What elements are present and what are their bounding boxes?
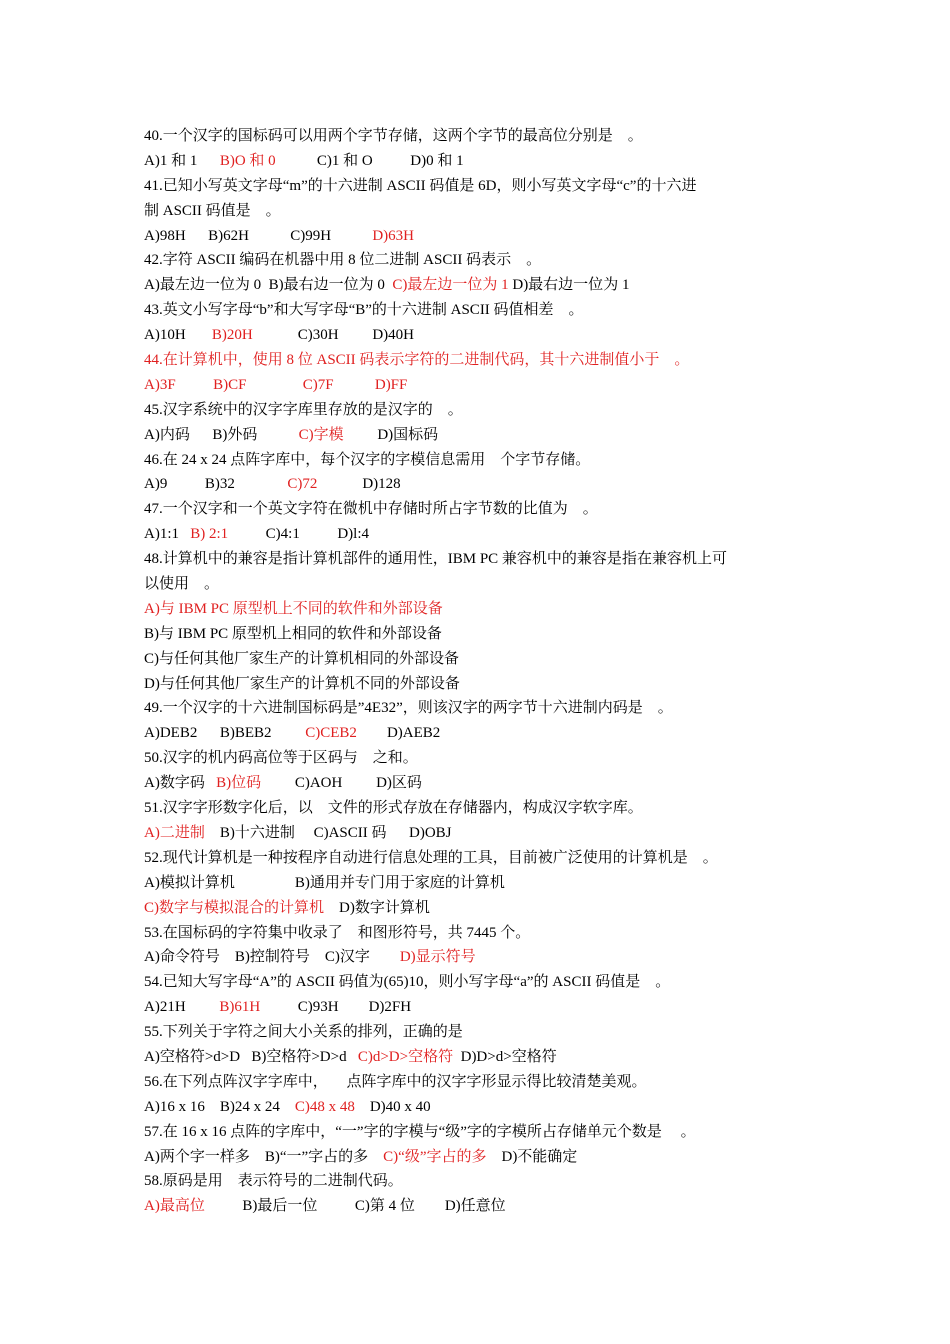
answer-text: A)最高位: [144, 1198, 205, 1215]
answer-text: A)二进制: [144, 824, 205, 841]
text-line: [144, 1045, 819, 1070]
text-segment: C)1 和 O D)0 和 1: [275, 152, 464, 169]
text-segment: 41.已知小写英文字母“m”的十六进制 ASCII 码值是 6D，则小写英文字母“c”的十六进: [144, 177, 697, 194]
text-line: [144, 1194, 819, 1219]
text-line: [144, 522, 819, 547]
text-segment: 以使用 。: [144, 576, 220, 593]
answer-text: C)字模: [298, 426, 344, 443]
text-line: [144, 1095, 819, 1120]
text-segment: 45.汉字系统中的汉字字库里存放的是汉字的 。: [144, 401, 463, 418]
text-segment: B)最后一位 C)第 4 位 D)任意位: [204, 1198, 506, 1215]
answer-text: C)最左边一位为 1: [392, 277, 509, 294]
text-segment: A)数字码: [144, 775, 217, 792]
answer-text: C)d>D>空格符: [357, 1048, 454, 1065]
answer-text: B)位码: [216, 775, 262, 792]
text-line: [144, 1169, 819, 1194]
text-segment: A)两个字一样多 B)“一”字占的多: [144, 1148, 384, 1165]
text-line: [144, 348, 819, 373]
text-segment: 54.已知大写字母“A”的 ASCII 码值为(65)10，则小写字母“a”的 ASCII 码值是 。: [144, 974, 671, 991]
text-segment: D)最右边一位为 1: [508, 277, 630, 294]
text-segment: D)128: [317, 476, 401, 493]
text-segment: 53.在国标码的字符集中收录了 和图形符号，共 7445 个。: [144, 924, 531, 941]
text-line: [144, 398, 819, 423]
answer-text: B)O 和 0: [219, 152, 276, 169]
text-line: [144, 746, 819, 771]
answer-text: C)CEB2: [305, 725, 357, 742]
text-segment: D)与任何其他厂家生产的计算机不同的外部设备: [144, 675, 460, 692]
answer-text: B) 2:1: [190, 526, 229, 543]
text-segment: D)D>d>空格符: [453, 1048, 557, 1065]
text-segment: C)30H D)40H: [252, 327, 415, 344]
text-line: [144, 871, 819, 896]
text-segment: A)最左边一位为 0 B)最右边一位为 0: [144, 277, 393, 294]
text-segment: D)不能确定: [486, 1148, 578, 1165]
answer-text: C)数字与模拟混合的计算机: [144, 899, 325, 916]
answer-text: D)63H: [372, 227, 414, 244]
text-line: [144, 672, 819, 697]
text-line: [144, 248, 819, 273]
text-segment: A)10H: [144, 327, 212, 344]
text-segment: A)DEB2 B)BEB2: [144, 725, 306, 742]
text-line: [144, 1070, 819, 1095]
text-line: [144, 572, 819, 597]
text-segment: C)与任何其他厂家生产的计算机相同的外部设备: [144, 650, 460, 667]
text-line: [144, 995, 819, 1020]
text-line: [144, 1120, 819, 1145]
text-segment: 42.字符 ASCII 编码在机器中用 8 位二进制 ASCII 码表示 。: [144, 252, 542, 269]
text-segment: A)1 和 1: [144, 152, 220, 169]
text-line: [144, 199, 819, 224]
text-segment: A)1:1: [144, 526, 191, 543]
text-line: [144, 846, 819, 871]
text-line: [144, 896, 819, 921]
answer-text: B)20H: [211, 327, 253, 344]
text-line: [144, 547, 819, 572]
text-segment: 52.现代计算机是一种按程序自动进行信息处理的工具，目前被广泛使用的计算机是 。: [144, 849, 718, 866]
text-line: [144, 721, 819, 746]
text-segment: C)4:1 D)l:4: [228, 526, 370, 543]
text-segment: 51.汉字字形数字化后，以 文件的形式存放在存储器内，构成汉字软字库。: [144, 800, 643, 817]
text-line: [144, 921, 819, 946]
text-segment: 49.一个汉字的十六进制国标码是”4E32”，则该汉字的两字节十六进制内码是 。: [144, 700, 673, 717]
document-body: [144, 124, 819, 1219]
text-line: [144, 796, 819, 821]
text-line: [144, 771, 819, 796]
text-line: [144, 647, 819, 672]
text-line: [144, 696, 819, 721]
text-segment: A)内码 B)外码: [144, 426, 299, 443]
text-line: [144, 597, 819, 622]
text-segment: 48.计算机中的兼容是指计算机部件的通用性，IBM PC 兼容机中的兼容是指在兼容机上可: [144, 551, 727, 568]
text-segment: 56.在下列点阵汉字字库中， 点阵字库中的汉字字形显示得比较清楚美观。: [144, 1073, 647, 1090]
text-line: [144, 373, 819, 398]
answer-text: B)61H: [219, 999, 261, 1016]
text-segment: D)国标码: [343, 426, 439, 443]
text-segment: 制 ASCII 码值是 。: [144, 202, 281, 219]
text-segment: 58.原码是用 表示符号的二进制代码。: [144, 1173, 403, 1190]
text-segment: D)数字计算机: [324, 899, 430, 916]
text-line: [144, 224, 819, 249]
text-line: [144, 323, 819, 348]
text-segment: A)98H B)62H C)99H: [144, 227, 373, 244]
text-segment: 50.汉字的机内码高位等于区码与 之和。: [144, 750, 418, 767]
text-segment: A)16 x 16 B)24 x 24: [144, 1098, 295, 1115]
answer-text: D)显示符号: [399, 949, 476, 966]
text-segment: 40.一个汉字的国标码可以用两个字节存储，这两个字节的最高位分别是 。: [144, 128, 643, 144]
text-segment: 57.在 16 x 16 点阵的字库中，“一”字的字模与“级”字的字模所占存储单元个数是 。: [144, 1123, 696, 1140]
text-segment: 55.下列关于字符之间大小关系的排列，正确的是: [144, 1024, 463, 1041]
text-line: [144, 423, 819, 448]
text-segment: A)模拟计算机 B)通用并专门用于家庭的计算机: [144, 874, 505, 891]
text-segment: 46.在 24 x 24 点阵字库中，每个汉字的字模信息需用 个字节存储。: [144, 451, 591, 468]
answer-text: C)“级”字占的多: [383, 1148, 487, 1165]
text-segment: C)93H D)2FH: [260, 999, 412, 1016]
text-segment: D)AEB2: [356, 725, 441, 742]
text-segment: A)空格符>d>D B)空格符>D>d: [144, 1048, 358, 1065]
answer-text: A)与 IBM PC 原型机上不同的软件和外部设备: [144, 600, 443, 617]
text-line: [144, 821, 819, 846]
text-segment: B)十六进制 C)ASCII 码 D)OBJ: [204, 824, 452, 841]
text-line: [144, 298, 819, 323]
text-line: [144, 149, 819, 174]
text-line: [144, 124, 819, 149]
text-line: [144, 622, 819, 647]
text-segment: B)与 IBM PC 原型机上相同的软件和外部设备: [144, 625, 442, 642]
answer-text: C)72: [287, 476, 318, 493]
text-line: [144, 448, 819, 473]
text-segment: 47.一个汉字和一个英文字符在微机中存储时所占字节数的比值为 。: [144, 501, 598, 518]
text-line: [144, 174, 819, 199]
text-line: [144, 497, 819, 522]
text-line: [144, 472, 819, 497]
text-line: [144, 1020, 819, 1045]
text-segment: 43.英文小写字母“b”和大写字母“B”的十六进制 ASCII 码值相差 。: [144, 302, 584, 319]
text-line: [144, 1145, 819, 1170]
text-segment: A)命令符号 B)控制符号 C)汉字: [144, 949, 400, 966]
text-line: [144, 273, 819, 298]
answer-text: A)3F B)CF C)7F D)FF: [144, 376, 408, 393]
text-segment: C)AOH D)区码: [261, 775, 422, 792]
text-line: [144, 970, 819, 995]
answer-text: 44.在计算机中，使用 8 位 ASCII 码表示字符的二进制代码，其十六进制值小于 。: [144, 352, 690, 369]
text-line: [144, 945, 819, 970]
text-segment: A)9 B)32: [144, 476, 288, 493]
text-segment: D)40 x 40: [354, 1098, 431, 1115]
text-segment: A)21H: [144, 999, 220, 1016]
answer-text: C)48 x 48: [294, 1098, 355, 1115]
